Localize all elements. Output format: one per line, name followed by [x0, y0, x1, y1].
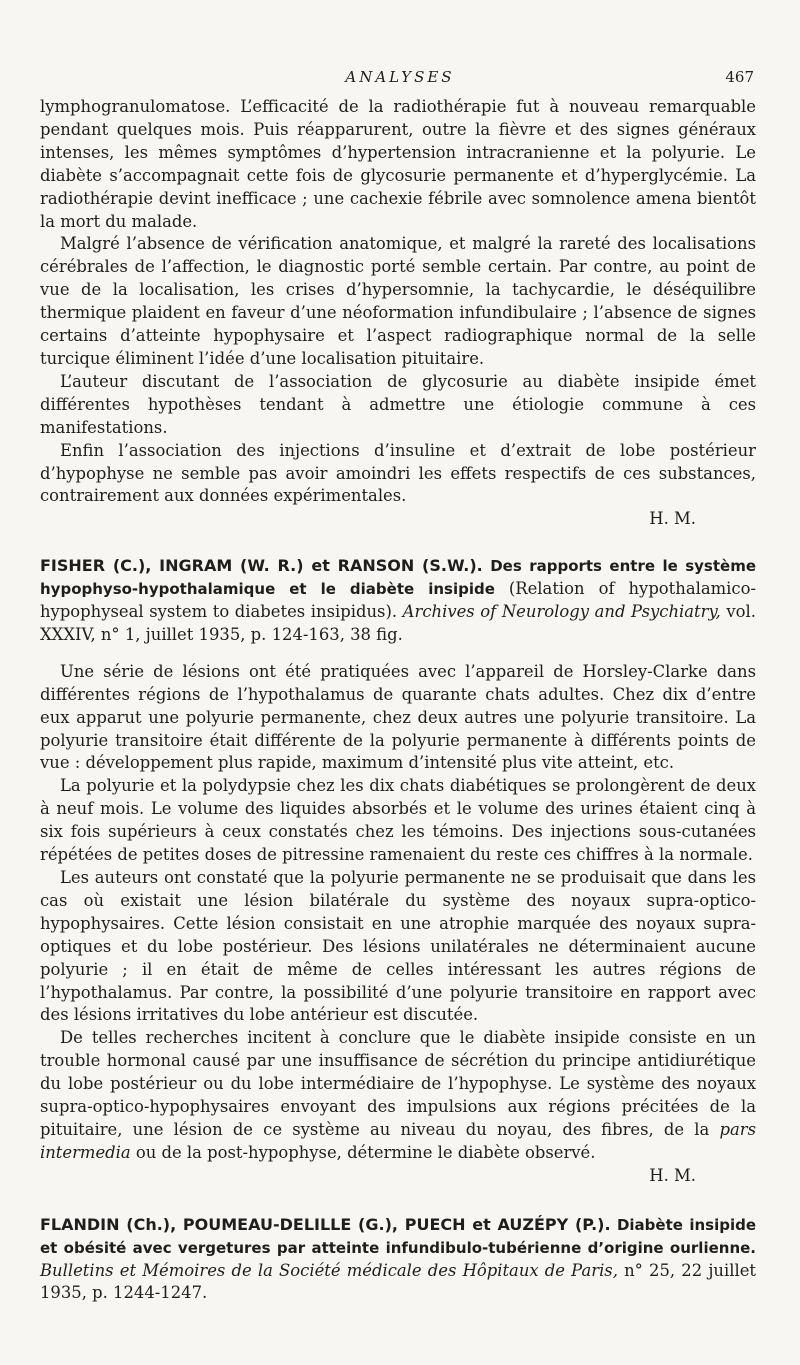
bibliographic-entry	[40, 555, 756, 647]
paragraph: La polyurie et la polydypsie chez les dix chats diabétiques se prolongèrent de deux à neuf mois. Le volume des liquides absorbés et le volume des urines étaient cinq à six fois supérieurs à ceux constatés chez les témoins. Des injections sous-cutanées répétées de petites doses de pitressine ramenaient du reste ces chiffres à la normale.	[40, 776, 756, 865]
page-number: 467	[725, 68, 754, 86]
entry-translation: (Relation of hypothalamico-hypophyseal system to diabetes insipidus).	[40, 579, 756, 622]
paragraph: Malgré l’absence de vérification anatomique, et malgré la rareté des localisations cérébrales de l’affection, le diagnostic porté semble certain. Par contre, au point de vue de la localisation, les crises d’hypersomnie, la tachycardie, le déséquilibre thermique plaident en faveur d’une néoformation infundibulaire ; l’absence de signes certains d’atteinte hypophysaire et l’aspect radiographique normal de la selle turcique éliminent l’idée d’une localisation pituitaire.	[40, 234, 756, 368]
entry-citation: vol. XXXIV, n° 1, juillet 1935, p. 124-163, 38 fig.	[40, 602, 756, 644]
paragraph: lymphogranulomatose. L’efficacité de la radiothérapie fut à nouveau remarquable pendant quelques mois. Puis réapparurent, outre la fièvre et des signes généraux intenses, les mêmes symptômes d’hypertension intracranienne et la polyurie. Le diabète s’accompagnait cette fois de glycosurie permanente et d’hyperglycémie. La radiothérapie devint inefficace ; une cachexie fébrile avec somnolence amena bientôt la mort du malade.	[40, 97, 756, 231]
entry-title: Diabète insipide et obésité avec vergetures par atteinte infundibulo-tubérienne d’origine ourlienne.	[40, 1215, 757, 1257]
reviewer-signature: H. M.	[649, 1165, 696, 1185]
paragraph: L’auteur discutant de l’association de glycosurie au diabète insipide émet différentes hypothèses tendant à admettre une étiologie commune à ces manifestations.	[40, 371, 756, 437]
paragraph: Une série de lésions ont été pratiquées avec l’appareil de Horsley-Clarke dans différentes régions de l’hypothalamus de quarante chats adultes. Chez dix d’entre eux apparut une polyurie permanente, chez deux autres une polyurie transitoire. La polyurie transitoire était différente de la polyurie permanente à différents points de vue : développement plus rapide, maximum d’intensité plus vite atteint, etc.	[40, 661, 756, 773]
italic-term: pars intermedia	[40, 1119, 756, 1162]
paragraph: Les auteurs ont constaté que la polyurie permanente ne se produisait que dans les cas où existait une lésion bilatérale du système des noyaux supra-optico-hypophysaires. Cette lésion consistait en une atrophie marquée des noyaux supra-optiques et du lobe postérieur. Des lésions unilatérales ne déterminaient aucune polyurie ; il en était de même de celles intéressant les autres régions de l’hypothalamus. Par contre, la possibilité d’une polyurie transitoire en rapport avec des lésions irritatives du lobe antérieur est discutée.	[40, 868, 756, 1025]
entry-authors: FISHER (C.), INGRAM (W. R.) et RANSON (S.W.).	[40, 556, 483, 576]
bibliographic-entry	[40, 1214, 756, 1306]
running-header	[40, 64, 760, 90]
running-title: ANALYSES	[345, 68, 455, 86]
paragraph-text: Enfin l’association des injections d’insuline et d’extrait de lobe postérieur d’hypophyse ne semble pas avoir amoindri les effets respectifs de ces substances, contrairement aux données expérimentales.	[40, 440, 756, 506]
page-content	[40, 96, 756, 1319]
entry-citation: n° 25, 22 juillet 1935, p. 1244-1247.	[40, 1260, 756, 1303]
paragraph-text: ou de la post-hypophyse, détermine le diabète observé.	[135, 1142, 596, 1162]
entry-title: Des rapports entre le système hypophyso-hypothalamique et le diabète insipide	[40, 557, 756, 599]
reviewer-signature: H. M.	[649, 509, 696, 529]
paragraph	[40, 1027, 756, 1187]
entry-authors: FLANDIN (Ch.), POUMEAU-DELILLE (G.), PUECH et AUZÉPY (P.).	[40, 1214, 611, 1234]
entry-journal: Bulletins et Mémoires de la Société médicale des Hôpitaux de Paris,	[40, 1260, 618, 1280]
paragraph	[40, 440, 756, 532]
paragraph-text: De telles recherches incitent à conclure que le diabète insipide consiste en un trouble hormonal causé par une insuffisance de sécrétion du principe antidiurétique du lobe postérieur ou du lobe intermédiaire de l’hypophyse. Le système des noyaux supra-optico-hypophysaires envoyant des impulsions aux régions précitées de la pituitaire, une lésion de ce système au niveau du noyau, des fibres, de la	[40, 1028, 756, 1139]
entry-journal: Archives of Neurology and Psychiatry,	[402, 602, 721, 622]
